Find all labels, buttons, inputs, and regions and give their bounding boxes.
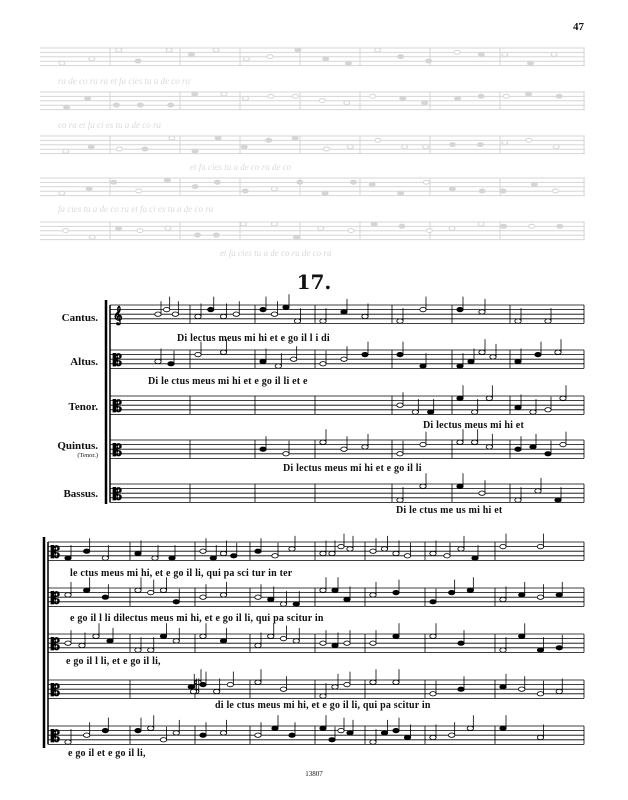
note-head <box>83 733 89 737</box>
note-head <box>260 307 266 311</box>
note-head <box>458 547 464 551</box>
note-head <box>479 310 485 314</box>
note-head <box>208 307 214 311</box>
note-head <box>545 408 551 412</box>
note-head <box>457 484 463 488</box>
voice-label-cantus: Cantus. <box>61 312 98 324</box>
note-head <box>320 319 326 323</box>
note-head <box>362 352 368 356</box>
note-head <box>341 447 347 451</box>
note-head <box>102 556 108 560</box>
note-head <box>420 307 426 311</box>
lyric-s2-voice5: e go il et e go il li, <box>68 748 146 759</box>
note-head <box>430 600 436 604</box>
note-head <box>280 687 286 691</box>
note-head <box>500 726 506 730</box>
s2-clef-5: 𝄡 <box>51 726 60 746</box>
note-head <box>79 643 85 647</box>
note-head <box>515 319 521 323</box>
note-head <box>362 314 368 318</box>
note-head <box>537 544 543 548</box>
note-head <box>329 551 335 555</box>
note-head <box>163 307 169 311</box>
note-head <box>220 593 226 597</box>
note-head <box>420 364 426 368</box>
note-head <box>537 692 543 696</box>
s2-clef-3: 𝄡 <box>51 634 60 654</box>
s1-clef-5: 𝄡 <box>113 484 122 504</box>
note-head <box>195 352 201 356</box>
note-head <box>320 588 326 592</box>
lyric-s1-altus: Di le ctus meus mi hi et e go il li et e <box>148 376 308 387</box>
note-head <box>200 634 206 638</box>
note-head <box>457 440 463 444</box>
s1-clef-4: 𝄡 <box>113 440 122 460</box>
note-head <box>169 556 175 560</box>
note-head <box>430 634 436 638</box>
note-head <box>479 350 485 354</box>
note-head <box>329 738 335 742</box>
note-head <box>420 442 426 446</box>
note-head <box>448 590 454 594</box>
note-head <box>370 641 376 645</box>
note-head <box>515 498 521 502</box>
note-head <box>148 726 154 730</box>
faded-lyric-5: et fa cies tu a de co ra de co ra <box>220 248 332 258</box>
note-head <box>272 554 278 558</box>
note-head <box>255 549 261 553</box>
note-head <box>444 554 450 558</box>
note-head <box>173 639 179 643</box>
s1-staff-3 <box>110 396 584 414</box>
note-head <box>404 735 410 739</box>
lyric-s1-tenor: Di lectus meus mi hi et <box>423 420 524 431</box>
faded-lyric-2: co ra et fa ci es tu a de co ra <box>58 120 161 130</box>
plate-number: 13807 <box>305 770 323 778</box>
note-head <box>458 687 464 691</box>
note-head <box>338 728 344 732</box>
note-head <box>293 639 299 643</box>
note-head <box>537 648 543 652</box>
note-head <box>107 639 113 643</box>
voice-label-bassus: Bassus. <box>63 488 98 500</box>
lyric-s1-cantus: Di lectus meus mi hi et e go il l i di <box>177 333 330 344</box>
note-head <box>220 639 226 643</box>
note-head <box>173 731 179 735</box>
note-head <box>255 680 261 684</box>
note-head <box>332 643 338 647</box>
note-head <box>283 305 289 309</box>
voice-label-tenor: Tenor. <box>68 401 98 413</box>
note-head <box>515 405 521 409</box>
note-head <box>344 682 350 686</box>
note-head <box>320 440 326 444</box>
note-head <box>320 551 326 555</box>
s1-clef-2: 𝄡 <box>113 350 122 370</box>
note-head <box>152 556 158 560</box>
note-head <box>338 544 344 548</box>
note-head <box>268 634 274 638</box>
note-head <box>420 484 426 488</box>
note-head <box>213 689 219 693</box>
note-head <box>486 396 492 400</box>
voice-label-quintus: Quintus. <box>57 440 98 452</box>
lyric-s1-bassus: Di le ctus me us mi hi et <box>396 505 503 516</box>
note-head <box>102 595 108 599</box>
note-head <box>370 740 376 744</box>
page-number: 47 <box>573 21 584 33</box>
note-head <box>220 350 226 354</box>
voice-label-altus: Altus. <box>70 356 98 368</box>
note-head <box>220 731 226 735</box>
note-head <box>535 352 541 356</box>
faded-lyric-1: ra de co ra ra et fa cies tu a de co ra <box>58 76 190 86</box>
note-head <box>412 410 418 414</box>
note-head <box>430 692 436 696</box>
note-head <box>83 549 89 553</box>
note-head <box>556 646 562 650</box>
note-head <box>289 733 295 737</box>
note-head <box>294 319 300 323</box>
note-head <box>556 689 562 693</box>
note-head <box>530 445 536 449</box>
note-head <box>65 740 71 744</box>
note-head <box>545 319 551 323</box>
note-head <box>519 593 525 597</box>
note-head <box>320 726 326 730</box>
note-head <box>458 641 464 645</box>
note-head <box>320 694 326 698</box>
note-head <box>135 648 141 652</box>
s2-clef-2: 𝄡 <box>51 588 60 608</box>
note-head <box>370 549 376 553</box>
note-head <box>545 452 551 456</box>
note-head <box>535 489 541 493</box>
note-head <box>560 442 566 446</box>
note-head <box>427 410 433 414</box>
note-head <box>467 588 473 592</box>
note-head <box>173 600 179 604</box>
note-head <box>457 307 463 311</box>
note-head <box>155 359 161 363</box>
s2-clef-1: 𝄡 <box>51 542 60 562</box>
note-head <box>471 410 477 414</box>
note-head <box>293 602 299 606</box>
note-head <box>341 310 347 314</box>
note-head <box>172 312 178 316</box>
s1-staff-5 <box>110 484 584 502</box>
s1-clef-3: 𝄡 <box>113 396 122 416</box>
note-head <box>260 359 266 363</box>
note-head <box>135 588 141 592</box>
note-head <box>347 547 353 551</box>
note-head <box>200 549 206 553</box>
note-head <box>188 685 194 689</box>
note-head <box>397 352 403 356</box>
note-head <box>160 588 166 592</box>
note-head <box>430 735 436 739</box>
note-head <box>233 312 239 316</box>
note-head <box>397 498 403 502</box>
note-head <box>65 556 71 560</box>
note-head <box>344 597 350 601</box>
note-head <box>515 447 521 451</box>
note-head <box>457 396 463 400</box>
note-head <box>362 445 368 449</box>
note-head <box>275 364 281 368</box>
note-head <box>393 728 399 732</box>
note-head <box>65 641 71 645</box>
note-head <box>65 593 71 597</box>
note-head <box>467 726 473 730</box>
note-head <box>500 685 506 689</box>
note-head <box>519 634 525 638</box>
note-head <box>397 319 403 323</box>
note-head <box>500 597 506 601</box>
note-head <box>255 643 261 647</box>
s1-clef-1: 𝄞 <box>113 305 123 325</box>
note-head <box>231 554 237 558</box>
note-head <box>220 551 226 555</box>
note-head <box>486 445 492 449</box>
note-head <box>404 554 410 558</box>
note-head <box>381 731 387 735</box>
voice-sublabel-quintus: (Tenor.) <box>77 452 98 459</box>
note-head <box>393 590 399 594</box>
note-head <box>397 452 403 456</box>
note-head <box>290 357 296 361</box>
note-head <box>471 440 477 444</box>
note-head <box>347 731 353 735</box>
note-head <box>200 682 206 686</box>
note-head <box>195 314 201 318</box>
lyric-s1-quintus: Di lectus meus mi hi et e go il li <box>283 463 422 474</box>
note-head <box>168 362 174 366</box>
note-head <box>537 735 543 739</box>
lyric-s2-voice3: e go il l li, et e go il li, <box>66 656 161 667</box>
note-head <box>472 556 478 560</box>
note-head <box>341 357 347 361</box>
note-head <box>320 641 326 645</box>
note-head <box>210 556 216 560</box>
lyric-s2-voice4: di le ctus meus mi hi, et e go il li, qui pa scitur in <box>215 700 431 711</box>
note-head <box>283 452 289 456</box>
note-head <box>332 588 338 592</box>
note-head <box>530 410 536 414</box>
note-head <box>370 593 376 597</box>
note-head <box>220 314 226 318</box>
note-head <box>200 595 206 599</box>
note-head <box>268 597 274 601</box>
note-head <box>280 602 286 606</box>
note-head <box>479 491 485 495</box>
note-head <box>255 733 261 737</box>
note-head <box>83 588 89 592</box>
note-head <box>490 355 496 359</box>
note-head <box>332 685 338 689</box>
note-head <box>160 634 166 638</box>
lyric-s2-voice2: e go il l li dilectus meus mi hi, et e go il li, qui pa scitur in <box>70 613 324 624</box>
note-head <box>393 680 399 684</box>
note-head <box>155 312 161 316</box>
note-head <box>468 359 474 363</box>
piece-number: 17. <box>296 270 332 294</box>
note-head <box>135 551 141 555</box>
note-head <box>448 733 454 737</box>
note-head <box>260 447 266 451</box>
faded-lyric-4: fa cies tu a de co ra et fa ci es tu a de co ra <box>58 204 214 214</box>
note-head <box>148 590 154 594</box>
s2-clef-4: 𝄡 <box>51 680 60 700</box>
note-head <box>227 682 233 686</box>
note-head <box>200 733 206 737</box>
note-head <box>271 312 277 316</box>
note-head <box>393 551 399 555</box>
note-head <box>255 595 261 599</box>
note-head <box>272 726 278 730</box>
note-head <box>556 593 562 597</box>
note-head <box>102 728 108 732</box>
note-head <box>500 544 506 548</box>
lyric-s2-voice1: le ctus meus mi hi, et e go il li, qui pa sci tur in ter <box>70 568 293 579</box>
faded-lyric-3: et fa cies tu a de co ra de co <box>190 162 292 172</box>
note-head <box>457 364 463 368</box>
note-head <box>515 359 521 363</box>
note-head <box>555 498 561 502</box>
note-head <box>381 547 387 551</box>
note-head <box>280 636 286 640</box>
note-head <box>135 728 141 732</box>
note-head <box>560 396 566 400</box>
note-head <box>148 648 154 652</box>
note-head <box>370 680 376 684</box>
note-head <box>500 648 506 652</box>
note-head <box>430 551 436 555</box>
note-head <box>93 634 99 638</box>
note-head <box>320 362 326 366</box>
note-head <box>289 547 295 551</box>
note-head <box>555 350 561 354</box>
note-head <box>190 689 196 693</box>
note-head <box>397 403 403 407</box>
note-head <box>519 687 525 691</box>
note-head <box>393 634 399 638</box>
note-head <box>160 738 166 742</box>
note-head <box>537 595 543 599</box>
note-head <box>344 641 350 645</box>
